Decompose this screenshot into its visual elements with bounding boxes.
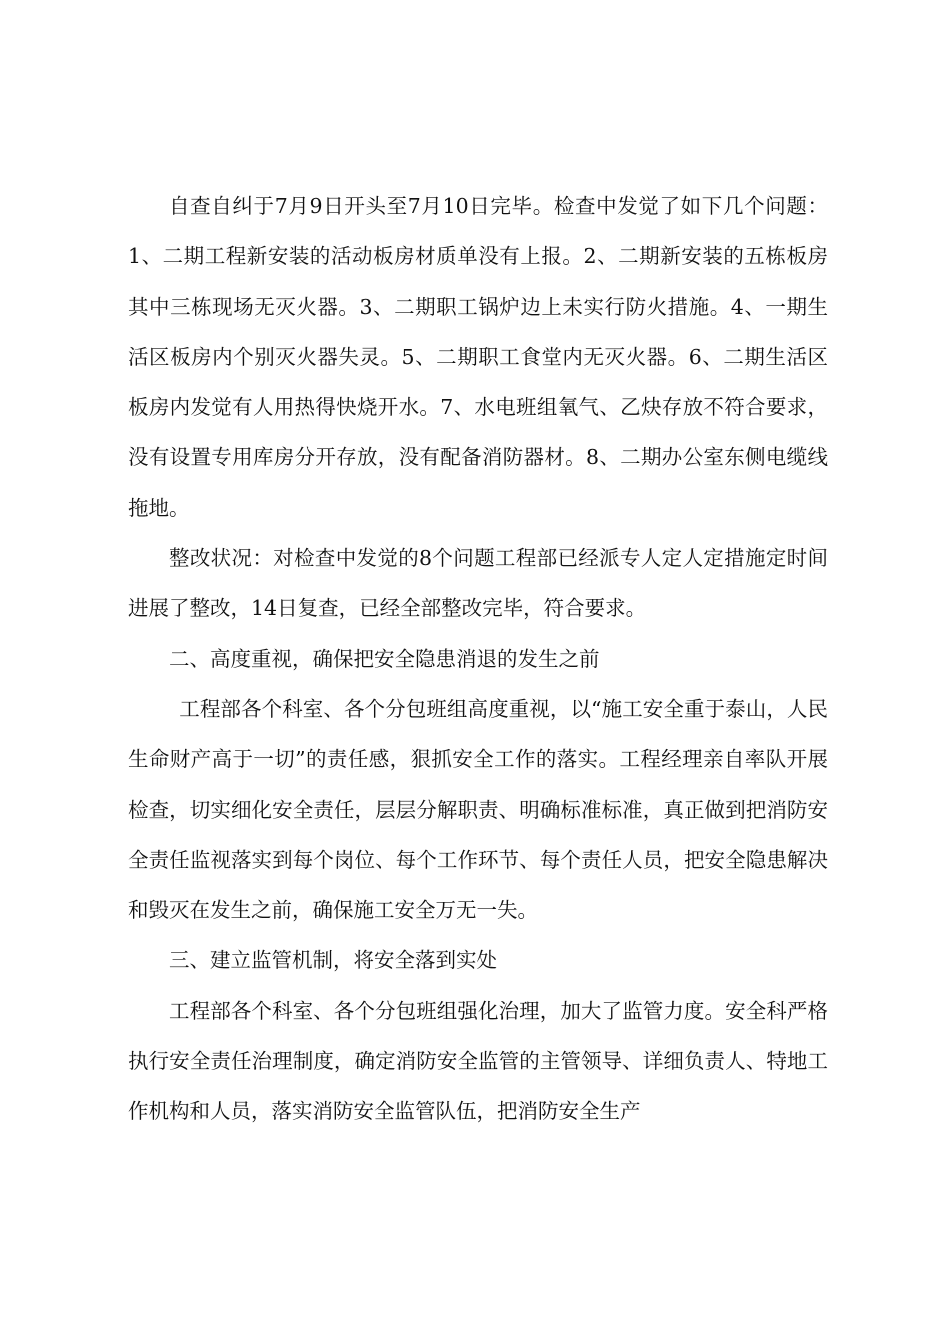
paragraph-self-inspection: 自查自纠于7月9日开头至7月10日完毕。检查中发觉了如下几个问题：1、二期工程新安装的活动板房材质单没有上报。2、二期新安装的五栋板房其中三栋现场无灭火器。3、二期职工锅炉边上未实行防火措施。4、一期生活区板房内个别灭火器失灵。5、二期职工食堂内无灭火器。6、二期生活区板房内发觉有人用热得快烧开水。7、水电班组氧气、乙炔存放不符合要求，没有设置专用库房分开存放，没有配备消防器材。8、二期办公室东侧电缆线拖地。 (128, 194, 828, 520)
document-body (128, 181, 828, 1137)
paragraph-high-attention: 工程部各个科室、各个分包班组高度重视，以“施工安全重于泰山，人民生命财产高于一切”的责任感，狠抓安全工作的落实。工程经理亲自率队开展检查，切实细化安全责任，层层分解职责、明确标准标准，真正做到把消防安全责任监视落实到每个岗位、每个工作环节、每个责任人员，把安全隐患解决和毁灭在发生之前，确保施工安全万无一失。 (128, 696, 828, 923)
section-heading-2: 二、高度重视，确保把安全隐患消退的发生之前 (169, 646, 600, 671)
paragraph-rectification-status: 整改状况：对检查中发觉的8个问题工程部已经派专人定人定措施定时间进展了整改，14日复查，已经全部整改完毕，符合要求。 (128, 546, 828, 621)
paragraph-supervision-mechanism: 工程部各个科室、各个分包班组强化治理，加大了监管力度。安全科严格执行安全责任治理制度，确定消防安全监管的主管领导、详细负责人、特地工作机构和人员，落实消防安全监管队伍，把消防安全生产 (128, 998, 828, 1124)
section-heading-3: 三、建立监管机制，将安全落到实处 (169, 948, 497, 973)
